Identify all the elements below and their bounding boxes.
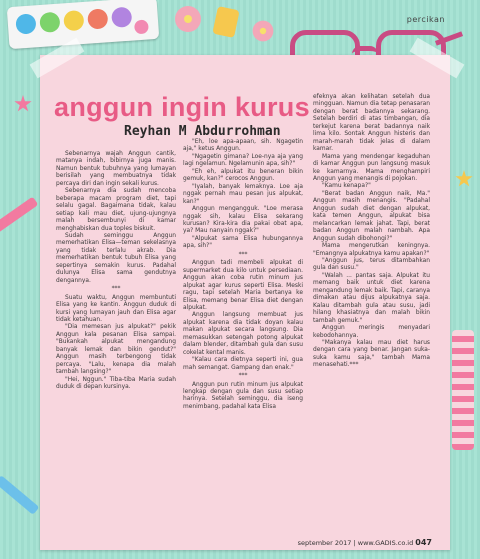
flower-sticker-icon <box>253 21 274 42</box>
paragraph: "Ngagetin gimana? Loe-nya aja yang lagi ngelamun. Ngelamunin apa, sih?" <box>183 153 303 168</box>
text-column-1 <box>56 151 176 392</box>
pencil-decoration <box>0 60 36 540</box>
issue-info: september 2017 | www.GADIS.co.id <box>297 539 414 547</box>
text-column-2 <box>183 139 303 411</box>
flower-sticker-icon <box>175 6 201 32</box>
article-author: Reyhan M Abdurrohman <box>124 124 281 139</box>
page-footer <box>298 538 432 547</box>
paragraph: Anggun langsung membuat jus alpukat karena dia tidak doyan kalau makan alpukat secara langsung. Dia memasukkan setengah potong alpukat dalam blender, ditambah gula dan susu cokelat kental manis. <box>183 312 303 356</box>
paragraph: Anggun mengangguk. "Loe merasa nggak sih, kalau Elisa sekarang kurusan? Kira-kira dia pakai obat apa, ya? Mau nanyain nggak?" <box>183 206 303 235</box>
article-title: anggun ingin kurus <box>54 92 310 122</box>
paragraph: "Eh eh, alpukat itu beneran bikin gemuk, kan?" cerocos Anggun. <box>183 168 303 183</box>
paragraph: Mama mengerutkan keningnya. "Emangnya alpukatnya kamu apakan?" <box>313 243 430 257</box>
section-separator: *** <box>111 286 121 293</box>
page-number: 047 <box>415 538 432 547</box>
paragraph: Mama yang mendengar kegaduhan di kamar Anggun pun langsung masuk ke kamarnya. Mama menghampiri Anggun yang menangis di pojokan. <box>313 153 430 182</box>
section-separator: *** <box>238 373 248 380</box>
paragraph: Anggun tadi membeli alpukat di supermarket dua kilo untuk persediaan. Anggun akan coba rutin minum jus alpukat agar kurus seperti Elisa. Meski ragu, tapi setelah Maria bertanya ke Elisa, memang benar Elisa diet dengan alpukat. <box>183 260 303 311</box>
paragraph: "Walah ... pantas saja. Alpukat itu memang baik untuk diet karena mengandung lemak baik. Tapi, caranya dimakan atau dijus alpukatnya saja. Kalau ditambah gula atau susu, jadi hilang khasiatnya dan malah bikin tambah gemuk." <box>313 272 430 324</box>
paragraph: "Eh, loe apa-apaan, sih. Ngagetin aja," ketus Anggun. <box>183 139 303 153</box>
paragraph: efeknya akan kelihatan setelah dua mingguan. Namun dia tetap penasaran dengan berat badannya sekarang. Setelah berdiri di atas timbangan, dia terkejut karena berat badannya naik lima kilo. Sontak Anggun histeris dan marah-marah tidak jelas di dalam kamar. <box>313 94 430 153</box>
paragraph: "Alpukat sama Elisa hubungannya apa, sih?" <box>183 235 303 250</box>
paragraph: "Dia memesan jus alpukat?" pekik Anggun kala pesanan Elisa sampai. "Bukankah alpukat mengandung banyak lemak dan bikin gendut?" Anggun masih terbengong tidak percaya. "Lalu, kenapa dia malah tambah langsing?" <box>56 324 176 376</box>
paragraph: Sebenarnya dia sudah mencoba beberapa macam program diet, tapi selalu gagal. Bagaimana tidak, kalau setiap kali mau diet, ujung-ujungnya malah bersembunyi di kamar menghabiskan dua toples biskuit. <box>56 188 176 232</box>
paragraph: Sebenarnya wajah Anggun cantik, matanya indah, bibirnya juga manis. Namun bentuk tubuhnya yang lumayan berisilah yang membuatnya tidak percaya diri dan ingin sekali kurus. <box>56 151 176 187</box>
section-label: percikan <box>406 15 445 24</box>
text-column-3 <box>313 94 430 370</box>
tape-roll-icon <box>452 330 474 450</box>
paragraph: "Berat badan Anggun naik, Ma." Anggun masih menangis. "Padahal Anggun sudah diet dengan alpukat, kata temen Anggun, alpukat bisa melancarkan lemak jahat. Tapi, berat badan Anggun malah nambah. Apa Anggun sudah dibohongi?" <box>313 190 430 242</box>
paragraph: Suatu waktu, Anggun membuntuti Elisa yang ke kantin. Anggun duduk di kursi yang lumayan jauh dan Elisa agar tidak ketahuan. <box>56 294 176 323</box>
paragraph: "Kamu kenapa?" <box>322 183 371 190</box>
section-separator: *** <box>238 251 248 258</box>
paragraph: Anggun pun rutin minum jus alpukat lengkap dengan gula dan susu setiap harinya. Setelah seminggu, dia iseng menimbang, padahal kata Elisa <box>183 381 303 410</box>
paragraph: "Iyalah, banyak lemaknya. Loe aja nggak pernah mau pesan jus alpukat, kan?" <box>183 183 303 205</box>
paragraph: "Hei, Nggun." Tiba-tiba Maria sudah duduk di depan kursinya. <box>56 376 176 391</box>
paragraph: Anggun meringis menyadari kebodohannya. <box>313 325 430 339</box>
paragraph: "Anggun jus, terus ditambahkan gula dan susu." <box>313 257 430 272</box>
paragraph: "Makanya kalau mau diet harus dengan cara yang benar. Jangan suka-suka kamu saja," tambah Mama menasehati.*** <box>313 339 430 369</box>
paragraph: Sudah seminggu Anggun memerhatikan Elisa—teman sekelasnya yang tidak terlalu akrab. Dia memerhatikan bentuk tubuh Elisa yang sepertinya semakin kurus. Padahal dulunya Elisa sama gendutnya dengannya. <box>56 232 176 284</box>
paragraph: "Kalau cara dietnya seperti ini, gua mah semangat. Gampang dan enak." <box>183 357 303 371</box>
